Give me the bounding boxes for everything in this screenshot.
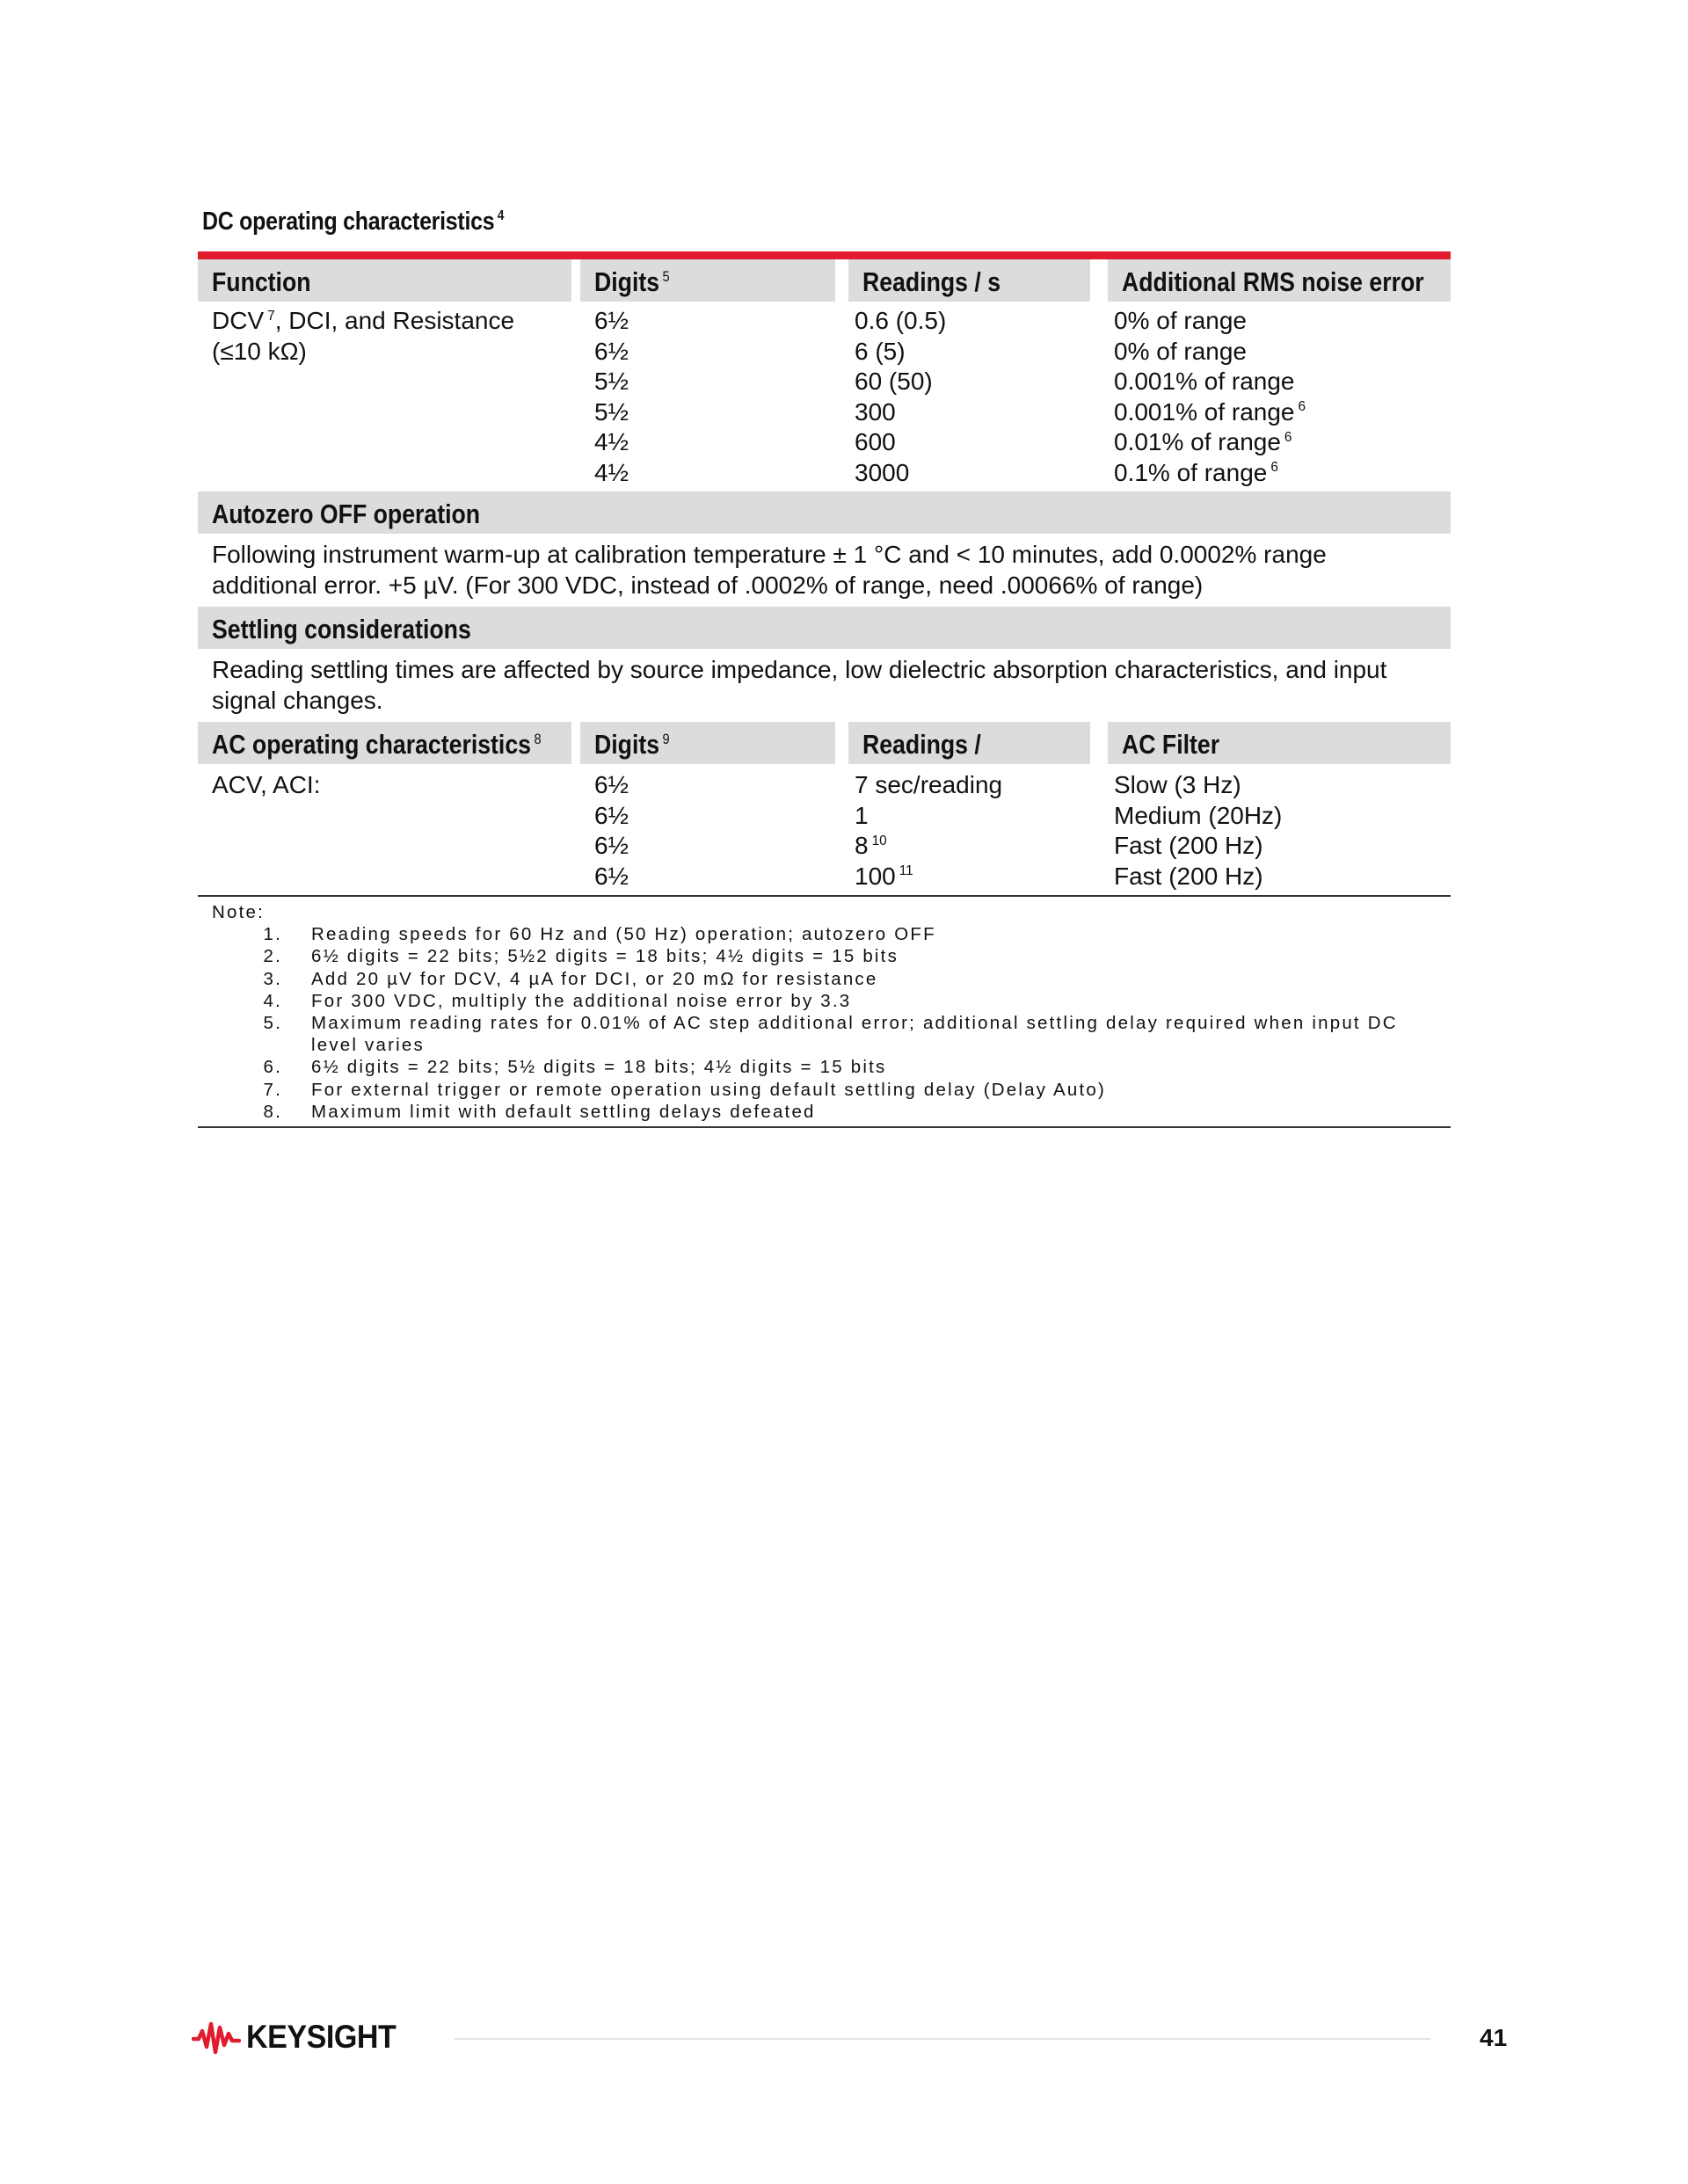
table-cell: 600 (855, 428, 896, 455)
ac-digits-column (594, 770, 629, 892)
accent-rule (198, 251, 1451, 259)
title-footnote-ref: 4 (497, 208, 505, 224)
keysight-logo (192, 2019, 409, 2056)
table-cell: 0.1% of range $^6$ (1114, 458, 1278, 486)
table-cell: 300 (855, 397, 896, 426)
dc-readings-column (855, 306, 946, 488)
table-cell: 4½ (594, 458, 629, 486)
table-cell: 3000 (855, 458, 910, 486)
table-cell: 6½ (594, 832, 629, 859)
page-number: 41 (1480, 2024, 1508, 2051)
ac-readings-column (855, 770, 1002, 892)
table-cell: Fast (200 Hz) (1114, 862, 1263, 890)
settling-heading: Settling considerations (198, 607, 1451, 649)
table-cell: 0.01% of range $^6$ (1114, 428, 1292, 455)
table-cell: Medium (20Hz) (1114, 801, 1283, 829)
table-cell: 0% of range (1114, 337, 1247, 365)
ac-header-digits: Digits $^9$ (580, 722, 835, 764)
table-cell: 5½ (594, 397, 629, 426)
note-item-continuation: level varies (311, 1035, 425, 1056)
table-cell: 0% of range (1114, 307, 1247, 334)
dc-noise-column (1114, 306, 1306, 488)
settling-text: Reading settling times are affected by source impedance, low dielectric absorption characteristics, and input signal changes. (212, 656, 1387, 714)
notes-label: Note: (212, 902, 265, 922)
header-cell-readings: Readings / s (848, 259, 1090, 302)
header-cell-noise: Additional RMS noise error (1108, 259, 1451, 302)
ac-function-cell: ACV, ACI: (212, 771, 321, 798)
footer-divider (455, 2038, 1430, 2040)
autozero-text: Following instrument warm-up at calibration temperature ± 1 °C and < 10 minutes, add 0.0002% range additional error. +5 µV. (For 300 VDC, instead of .0002% of range, need .00066% of range) (212, 541, 1327, 599)
note-item: 6. 6½ digits = 22 bits; 5½ digits = 18 bits; 4½ digits = 15 bits (263, 1057, 887, 1078)
table-cell: 5½ (594, 368, 629, 395)
notes-section (212, 901, 1398, 1123)
table-cell: 4½ (594, 428, 629, 455)
notes-bottom-rule (198, 1126, 1451, 1128)
table-cell: 0.001% of range $^6$ (1114, 397, 1306, 426)
ac-header-filter: AC Filter (1108, 722, 1451, 764)
dc-digits-column (594, 306, 629, 488)
note-item: 4. For 300 VDC, multiply the additional noise error by 3.3 (263, 990, 852, 1011)
page-title: DC operating characteristics $^4$ (202, 207, 505, 236)
table-cell: 8 $^{10}$ (855, 832, 887, 859)
table-cell: 60 (50) (855, 368, 933, 395)
table-cell: 100 $^{11}$ (855, 862, 913, 890)
table-cell: 7 sec/reading (855, 771, 1003, 798)
keysight-wave-icon (192, 2019, 241, 2056)
note-item: 2. 6½ digits = 22 bits; 5½2 digits = 18 bits; 4½ digits = 15 bits (263, 946, 899, 967)
note-item: 5. Maximum reading rates for 0.01% of AC step additional error; additional settling delay required when input DC (263, 1012, 1398, 1033)
header-cell-function: Function (198, 259, 571, 302)
table-cell: 6½ (594, 771, 629, 798)
table-cell: 0.6 (0.5) (855, 307, 947, 334)
table-cell: Slow (3 Hz) (1114, 771, 1241, 798)
brand-name: KEYSIGHT (246, 2019, 397, 2055)
table-bottom-rule (198, 895, 1451, 897)
note-item: 8. Maximum limit with default settling delays defeated (263, 1101, 816, 1122)
note-item: 1. Reading speeds for 60 Hz and (50 Hz) operation; autozero OFF (263, 924, 936, 945)
table-cell: 6½ (594, 307, 629, 334)
ac-filter-column (1114, 770, 1282, 892)
table-cell: 1 (855, 801, 869, 829)
table-cell: 6½ (594, 337, 629, 365)
ac-header-readings: Readings / (848, 722, 1090, 764)
table-cell: 0.001% of range (1114, 368, 1295, 395)
table-cell: 6 (5) (855, 337, 906, 365)
table-cell: 6½ (594, 862, 629, 890)
table-cell: 6½ (594, 801, 629, 829)
ac-header-function: AC operating characteristics $^8$ (198, 722, 571, 764)
header-cell-digits: Digits $^5$ (580, 259, 835, 302)
note-item: 7. For external trigger or remote operation using default settling delay (Delay Auto) (263, 1079, 1106, 1100)
table-cell: Fast (200 Hz) (1114, 832, 1263, 859)
dc-function-cell: DCV $^7$, DCI, and Resistance (≤10 kΩ) (212, 307, 515, 365)
note-item: 3. Add 20 µV for DCV, 4 µA for DCI, or 20 mΩ for resistance (263, 968, 878, 989)
autozero-heading: Autozero OFF operation (198, 491, 1451, 534)
